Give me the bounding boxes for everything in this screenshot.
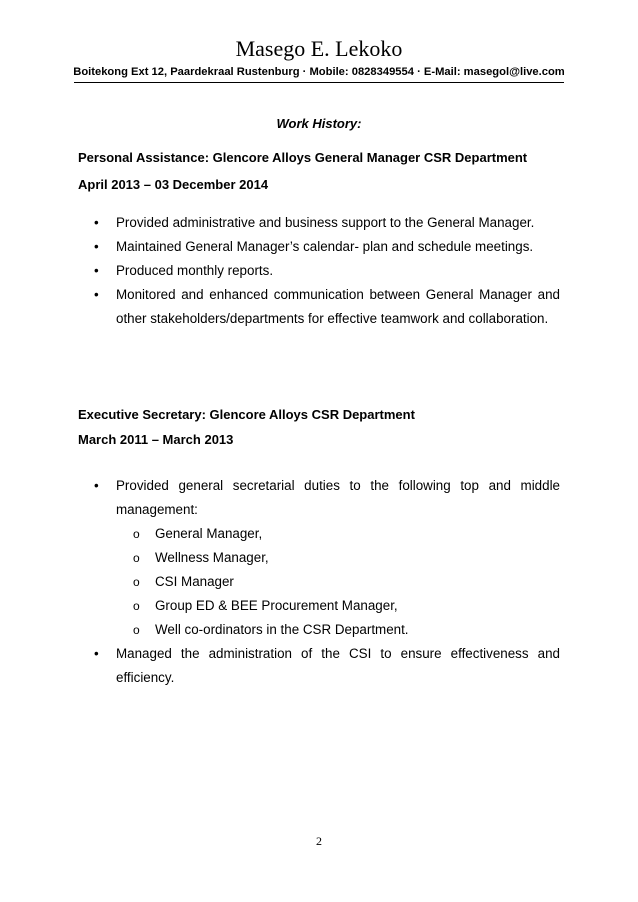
header-divider — [74, 82, 564, 83]
duty-item: • Provided administrative and business support to the General Manager. — [116, 211, 560, 235]
duty-item-text: Provided general secretarial duties to the following top and middle management: — [116, 478, 560, 517]
page-number: 2 — [316, 834, 322, 848]
sub-duty-item: o Wellness Manager, — [155, 546, 560, 570]
sub-duty-item: o Well co-ordinators in the CSR Department. — [155, 618, 560, 642]
management-list — [116, 522, 560, 642]
sub-duty-item: o Group ED & BEE Procurement Manager, — [155, 594, 560, 618]
duty-item: • Managed the administration of the CSI to ensure effectiveness and efficiency. — [116, 642, 560, 690]
job-title: Personal Assistance: Glencore Alloys General Manager CSR Department — [78, 150, 528, 165]
duty-item: • Produced monthly reports. — [116, 259, 560, 283]
duty-item: • Monitored and enhanced communication between General Manager and other stakeholders/departments for effective teamwork and collaboration. — [116, 283, 560, 331]
sub-duty-item: o CSI Manager — [155, 570, 560, 594]
duty-item — [116, 474, 560, 642]
job-duties-list — [116, 474, 560, 690]
duty-item: • Maintained General Manager’s calendar- plan and schedule meetings. — [116, 235, 560, 259]
job-dates: April 2013 – 03 December 2014 — [78, 177, 269, 192]
job-dates: March 2011 – March 2013 — [78, 432, 234, 447]
section-title-work-history: Work History: — [276, 116, 362, 131]
contact-details: Boitekong Ext 12, Paardekraal Rustenburg · Mobile: 0828349554 · E-Mail: masegol@live.com — [73, 66, 565, 78]
candidate-name: Masego E. Lekoko — [235, 36, 403, 61]
sub-duty-item: o General Manager, — [155, 522, 560, 546]
job-title: Executive Secretary: Glencore Alloys CSR Department — [78, 407, 415, 422]
job-duties-list — [116, 211, 560, 331]
